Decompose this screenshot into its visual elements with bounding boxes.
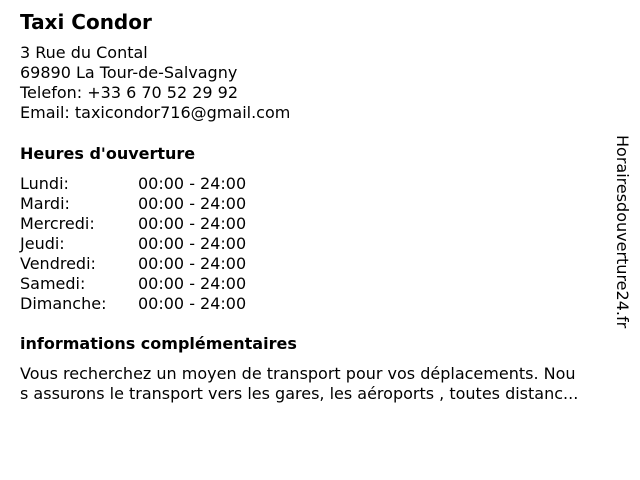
time-range: 00:00 - 24:00 [138, 194, 247, 213]
hours-row-tuesday [20, 194, 246, 214]
time-range: 00:00 - 24:00 [138, 274, 247, 293]
hours-row-wednesday [20, 214, 246, 234]
day-label: Lundi: [20, 174, 69, 193]
description-line: Vous recherchez un moyen de transport pour vos déplacements. Nou [20, 364, 576, 383]
time-range: 00:00 - 24:00 [138, 234, 247, 253]
hours-row-friday [20, 254, 246, 274]
day-label: Mercredi: [20, 214, 95, 233]
phone-number: Telefon: +33 6 70 52 29 92 [20, 83, 239, 102]
email-address: Email: taxicondor716@gmail.com [20, 103, 291, 122]
time-range: 00:00 - 24:00 [138, 254, 247, 273]
business-name: Taxi Condor [20, 10, 152, 34]
day-label: Vendredi: [20, 254, 96, 273]
description-line: s assurons le transport vers les gares, les aéroports , toutes distanc... [20, 384, 579, 403]
day-label: Samedi: [20, 274, 86, 293]
day-label: Dimanche: [20, 294, 107, 313]
hours-row-saturday [20, 274, 246, 294]
hours-row-thursday [20, 234, 246, 254]
day-label: Jeudi: [20, 234, 65, 253]
additional-info-heading: informations complémentaires [20, 334, 297, 353]
day-label: Mardi: [20, 194, 70, 213]
opening-hours-table [20, 174, 246, 314]
hours-row-monday [20, 174, 246, 194]
site-watermark: Horairesdouverture24.fr [613, 135, 632, 329]
address-line-street: 3 Rue du Contal [20, 43, 148, 62]
time-range: 00:00 - 24:00 [138, 294, 247, 313]
hours-row-sunday [20, 294, 246, 314]
time-range: 00:00 - 24:00 [138, 214, 247, 233]
address-line-city: 69890 La Tour-de-Salvagny [20, 63, 238, 82]
time-range: 00:00 - 24:00 [138, 174, 247, 193]
contact-block [20, 43, 290, 123]
additional-info-text [20, 364, 630, 404]
opening-hours-heading: Heures d'ouverture [20, 144, 196, 163]
